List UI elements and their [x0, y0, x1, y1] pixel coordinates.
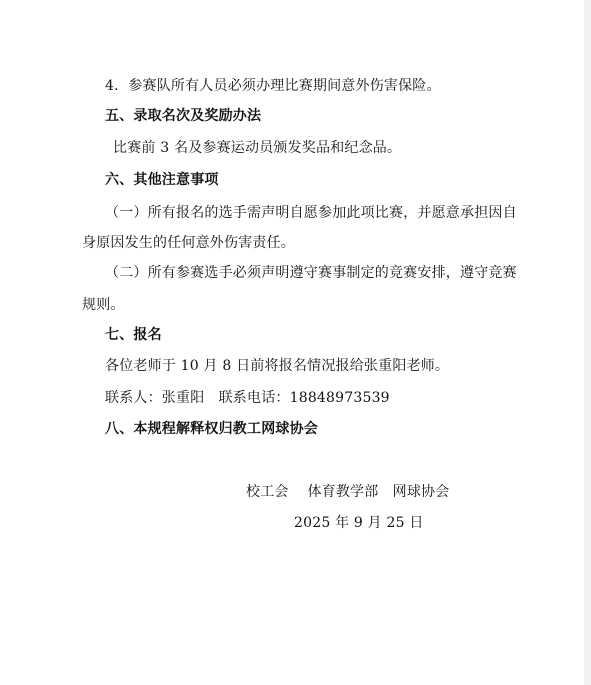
section-6-item-1-line-1: （一）所有报名的选手需声明自愿参加此项比赛，并愿意承担因自 — [105, 205, 517, 221]
page-edge — [584, 0, 591, 685]
item-4-text: 4．参赛队所有人员必须办理比赛期间意外伤害保险。 — [105, 78, 441, 94]
section-5-body: 比赛前 3 名及参赛运动员颁发奖品和纪念品。 — [113, 140, 402, 156]
section-6-item-2-line-1: （二）所有参赛选手必须声明遵守赛事制定的竞赛安排，遵守竞赛 — [105, 265, 517, 281]
section-7-body: 各位老师于 10 月 8 日前将报名情况报给张重阳老师。 — [105, 358, 450, 374]
section-6-item-2-line-2: 规则。 — [82, 297, 125, 313]
section-5-heading: 五、录取名次及奖励办法 — [105, 108, 262, 124]
section-6-item-1-line-2: 身原因发生的任何意外伤害责任。 — [82, 235, 295, 251]
signoff-organizations: 校工会 体育教学部 网球协会 — [246, 484, 450, 500]
signoff-date: 2025 年 9 月 25 日 — [294, 515, 424, 531]
section-6-heading: 六、其他注意事项 — [105, 172, 219, 188]
contact-line: 联系人：张重阳 联系电话：18848973539 — [105, 390, 390, 406]
section-8-heading: 八、本规程解释权归教工网球协会 — [105, 421, 318, 437]
section-7-heading: 七、报名 — [105, 327, 162, 343]
